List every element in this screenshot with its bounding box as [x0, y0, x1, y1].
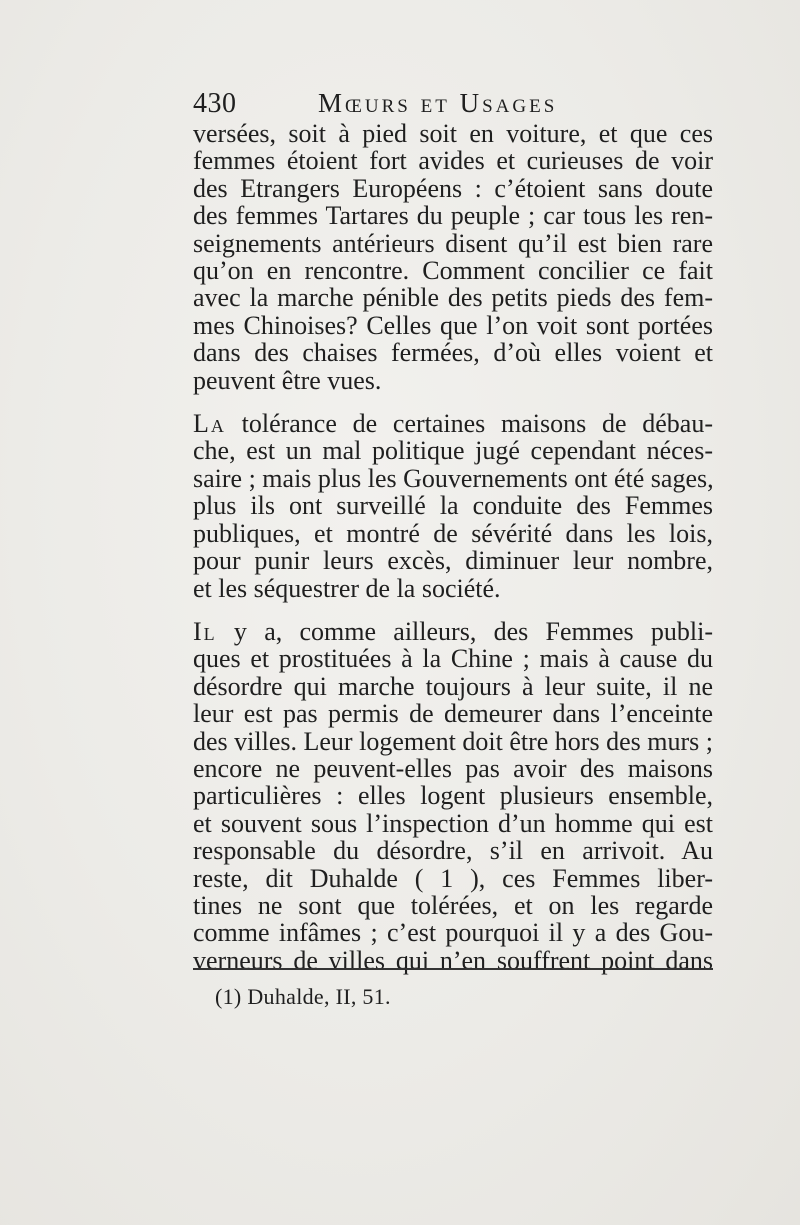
text-line: publiques, et montré de sévérité dans les lois, [193, 518, 713, 548]
page-number: 430 [193, 88, 237, 119]
running-title: Mœurs et Usages [318, 88, 558, 118]
text-line: seignements antérieurs disent qu’il est bien rare [193, 228, 713, 258]
lead-word [193, 409, 713, 438]
text-line: verneurs de villes qui n’en souffrent point dans [193, 945, 713, 975]
text-line: mes Chinoises? Celles que l’on voit sont portées [193, 310, 713, 340]
text-line: versées, soit à pied soit en voiture, et que ces [193, 119, 713, 148]
text-line: tines ne sont que tolérées, et on les regarde [193, 890, 713, 920]
lead-smallcaps: Il [193, 616, 217, 646]
text-line: leur est pas permis de demeurer dans l’enceinte [193, 699, 713, 729]
text-line [193, 618, 713, 645]
text-line: responsable du désordre, s’il en arrivoit. Au [193, 836, 713, 866]
text-line: des Etrangers Européens : c’étoient sans doute [193, 173, 713, 203]
footnote: (1) Duhalde, II, 51. [215, 984, 391, 1009]
text-line: comme infâmes ; c’est pourquoi il y a des Gou- [193, 918, 713, 948]
footnote-rule [193, 968, 713, 970]
lead-word [193, 617, 713, 646]
paragraph-1 [193, 120, 713, 394]
text-line: saire ; mais plus les Gouvernements ont été sages, [193, 463, 714, 493]
text-line: pour punir leurs excès, diminuer leur nombre, [193, 546, 713, 576]
paragraph-2 [193, 410, 713, 602]
text-line: encore ne peuvent-elles pas avoir des maisons [193, 753, 713, 783]
text-line: plus ils ont surveillé la conduite des Femmes [193, 491, 713, 521]
text-line: femmes étoient fort avides et curieuses de voir [193, 146, 713, 176]
text-line: des femmes Tartares du peuple ; car tous les ren- [193, 201, 713, 231]
text-line: et souvent sous l’inspection d’un homme qui est [193, 808, 713, 838]
text-line: et les séquestrer de la société. [193, 573, 501, 603]
text-line: désordre qui marche toujours à leur suite, il ne [193, 671, 713, 701]
text-line: reste, dit Duhalde ( 1 ), ces Femmes liber- [193, 863, 713, 893]
lead-smallcaps: La [193, 409, 226, 439]
text-line: ques et prostituées à la Chine ; mais à cause du [193, 644, 713, 674]
text-line: particulières : elles logent plusieurs ensemble, [193, 781, 713, 811]
text-line: dans des chaises fermées, d’où elles voient et [193, 338, 713, 368]
text-line: avec la marche pénible des petits pieds des fem- [193, 283, 713, 313]
body-text [193, 120, 713, 974]
text-line: des villes. Leur logement doit être hors des murs ; [193, 726, 713, 756]
lead-rest: y a, comme ailleurs, des Femmes publi- [216, 616, 713, 646]
paragraph-3 [193, 618, 713, 974]
text-line: peuvent être vues. [193, 365, 382, 395]
text-line: che, est un mal politique jugé cependant néces- [193, 436, 713, 466]
lead-rest: tolérance de certaines maisons de débau- [225, 409, 713, 439]
text-line: qu’on en rencontre. Comment concilier ce fait [193, 256, 713, 286]
text-line [193, 410, 713, 437]
